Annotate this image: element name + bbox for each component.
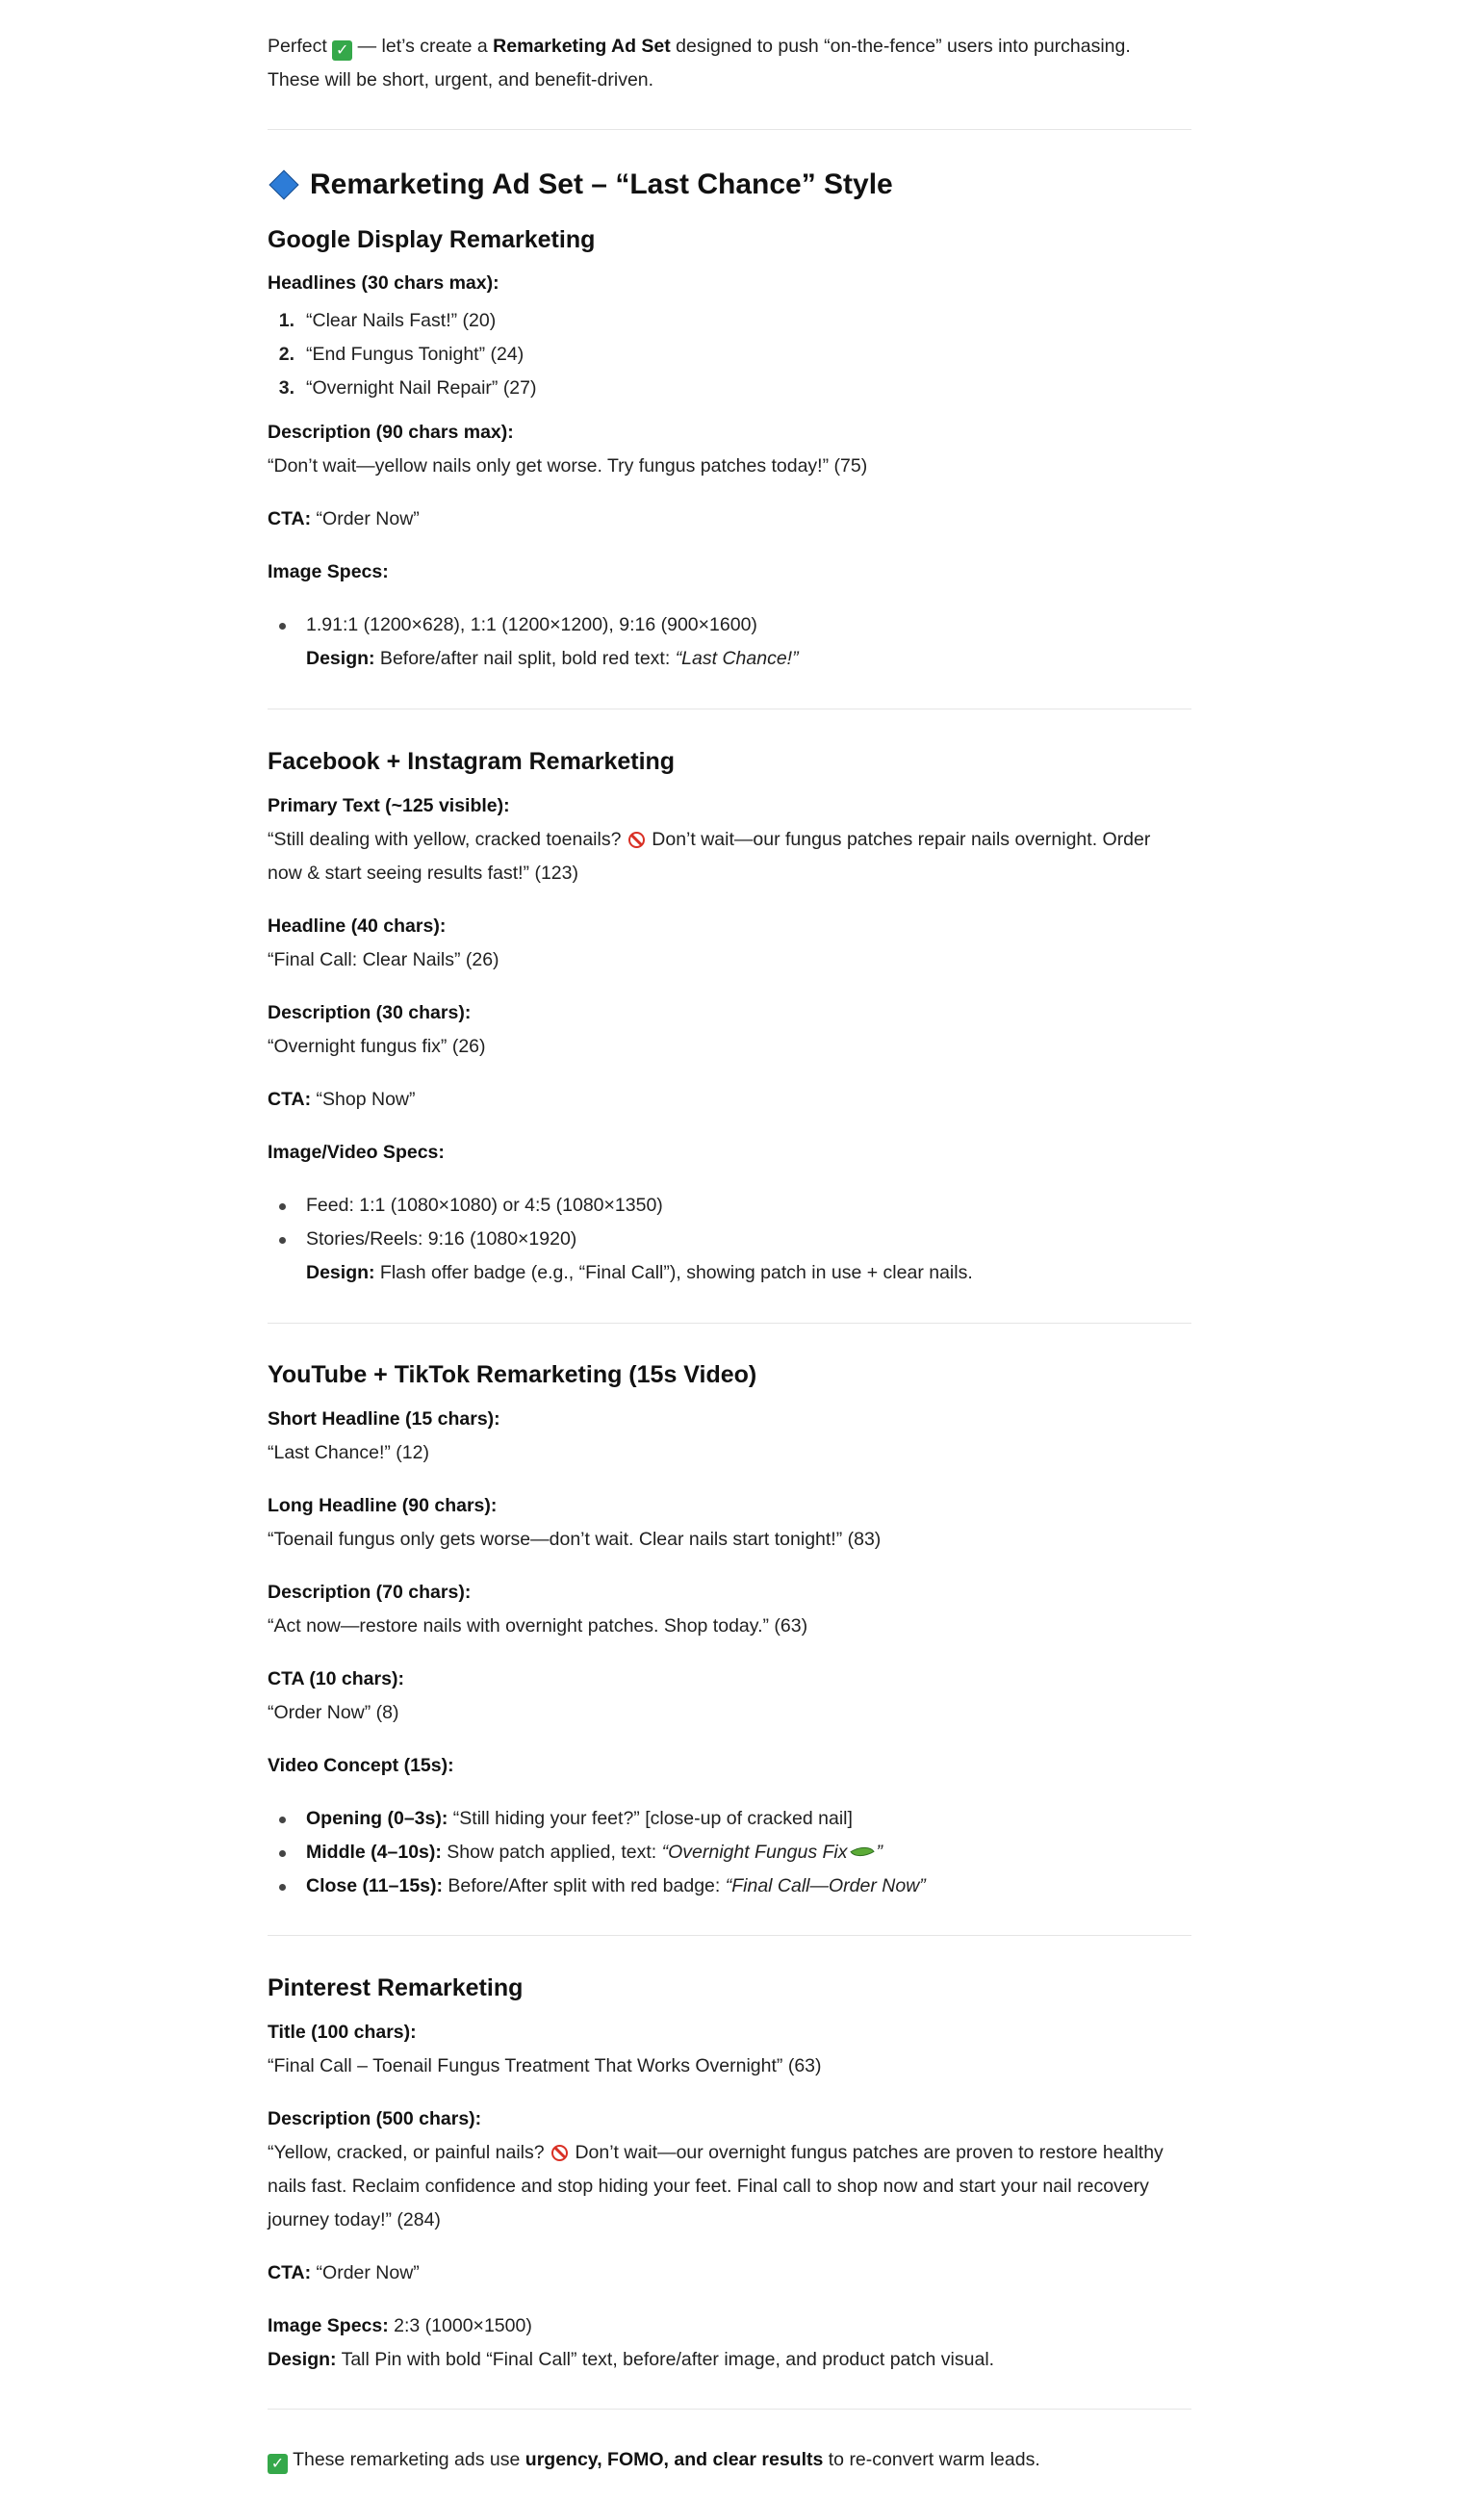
label: Middle (4–10s): — [306, 1842, 442, 1863]
intro-rest: designed to push “on-the-fence” users into purchasing. — [670, 36, 1131, 57]
label: Title (100 chars): — [268, 2022, 417, 2043]
list-text — [306, 1869, 926, 1903]
label: Description (70 chars): — [268, 1582, 472, 1603]
facebook-cta — [268, 1083, 1191, 1117]
list-item — [268, 338, 1191, 372]
intro-bold: Remarketing Ad Set — [493, 36, 671, 57]
value: Tall Pin with bold “Final Call” text, before/after image, and product patch visual. — [336, 2349, 995, 2370]
text: Don’t wait—our overnight fungus patches are proven to restore healthy — [570, 2142, 1164, 2163]
pinterest-cta — [268, 2256, 1191, 2290]
label: Video Concept (15s): — [268, 1755, 454, 1776]
pinterest-description-line-3: journey today!” (284) — [268, 2209, 441, 2230]
intro-lead: Perfect — [268, 36, 327, 57]
label: CTA: — [268, 508, 312, 529]
check-mark-icon: ✓ — [268, 2454, 288, 2474]
label: Description (30 chars): — [268, 1002, 472, 1023]
label: Design: — [306, 648, 375, 669]
label: CTA: — [268, 1089, 312, 1110]
list-text: “Clear Nails Fast!” (20) — [306, 310, 497, 331]
label: Image Specs: — [268, 2315, 389, 2336]
facebook-headline: “Final Call: Clear Nails” (26) — [268, 949, 499, 970]
text: “Yellow, cracked, or painful nails? — [268, 2142, 545, 2163]
google-image-list — [268, 608, 1191, 642]
list-item — [268, 304, 1191, 338]
value: Flash offer badge (e.g., “Final Call”), showing patch in use + clear nails. — [374, 1262, 973, 1283]
bullet — [268, 1189, 306, 1223]
label: Image Specs: — [268, 561, 389, 582]
title-text: Remarketing Ad Set – “Last Chance” Style — [310, 168, 893, 200]
google-headlines-list — [268, 304, 1191, 405]
value-italic: “Last Chance!” — [675, 648, 799, 669]
leaf-icon — [850, 1841, 875, 1862]
list-text: “Overnight Nail Repair” (27) — [306, 377, 537, 399]
value-italic: ” — [876, 1842, 883, 1863]
youtube-heading: YouTube + TikTok Remarketing (15s Video) — [268, 1361, 757, 1388]
bullet — [268, 1223, 306, 1256]
label: Design: — [306, 1262, 375, 1283]
pinterest-design — [268, 2343, 1191, 2377]
divider — [268, 1935, 1191, 1936]
pinterest-title-label — [268, 2016, 1191, 2050]
label: Description (500 chars): — [268, 2108, 482, 2129]
label: CTA: — [268, 2262, 312, 2283]
intro-line-2: These will be short, urgent, and benefit-driven. — [268, 69, 654, 90]
value-italic: “Final Call—Order Now” — [725, 1875, 926, 1896]
value: “Order Now” — [311, 2262, 420, 2283]
value: “Order Now” — [311, 508, 420, 529]
pinterest-image — [268, 2309, 1191, 2343]
google-headlines-label — [268, 267, 1191, 300]
facebook-specs-label — [268, 1136, 1191, 1170]
blue-diamond-icon — [269, 169, 298, 199]
facebook-design — [268, 1256, 1230, 1290]
youtube-description-label — [268, 1576, 1191, 1610]
list-number: 1. — [278, 310, 294, 331]
list-text: “End Fungus Tonight” (24) — [306, 344, 525, 365]
value: “Still hiding your feet?” [close-up of cracked nail] — [448, 1808, 853, 1829]
list-item — [268, 1802, 1191, 1836]
list-item — [268, 1869, 1191, 1903]
bullet — [268, 1802, 306, 1836]
label: Design: — [268, 2349, 337, 2370]
google-description-label — [268, 416, 1191, 450]
list-item — [268, 608, 1191, 642]
list-item — [268, 1223, 1191, 1256]
label: Headlines (30 chars max): — [268, 272, 499, 294]
label: Short Headline (15 chars): — [268, 1408, 500, 1430]
text: to re-convert warm leads. — [823, 2449, 1040, 2470]
label: Long Headline (90 chars): — [268, 1495, 498, 1516]
list-item — [268, 372, 1191, 405]
footer-note — [268, 2443, 1191, 2477]
value: “Shop Now” — [311, 1089, 416, 1110]
youtube-short-label — [268, 1403, 1191, 1436]
list-text — [306, 1802, 853, 1836]
text-bold: urgency, FOMO, and clear results — [525, 2449, 824, 2470]
pinterest-heading: Pinterest Remarketing — [268, 1974, 524, 2001]
page-title — [268, 166, 1191, 204]
google-image-label — [268, 555, 1191, 589]
facebook-heading: Facebook + Instagram Remarketing — [268, 748, 676, 775]
facebook-description: “Overnight fungus fix” (26) — [268, 1036, 486, 1057]
list-text: Feed: 1:1 (1080×1080) or 4:5 (1080×1350) — [306, 1195, 663, 1216]
label: Headline (40 chars): — [268, 915, 447, 937]
value-italic: “Overnight Fungus Fix — [661, 1842, 848, 1863]
facebook-description-label — [268, 996, 1191, 1030]
google-description: “Don’t wait—yellow nails only get worse. Try fungus patches today!” (75) — [268, 455, 868, 477]
youtube-concept-list — [268, 1802, 1191, 1903]
label: Image/Video Specs: — [268, 1142, 445, 1163]
list-text — [306, 1836, 883, 1869]
youtube-short: “Last Chance!” (12) — [268, 1442, 429, 1463]
list-text: 1.91:1 (1200×628), 1:1 (1200×1200), 9:16 (900×1600) — [306, 614, 757, 635]
list-item — [268, 1189, 1191, 1223]
list-number: 2. — [278, 344, 294, 365]
youtube-long: “Toenail fungus only gets worse—don’t wait. Clear nails start tonight!” (83) — [268, 1529, 882, 1550]
divider — [268, 2409, 1191, 2410]
value: Before/after nail split, bold red text: — [374, 648, 676, 669]
label: Opening (0–3s): — [306, 1808, 448, 1829]
label: Close (11–15s): — [306, 1875, 443, 1896]
no-entry-icon — [551, 2145, 568, 2161]
google-design — [268, 642, 1230, 676]
facebook-headline-label — [268, 910, 1191, 943]
facebook-primary-line-2: now & start seeing results fast!” (123) — [268, 863, 578, 884]
value: Show patch applied, text: — [441, 1842, 662, 1863]
bullet — [268, 608, 306, 642]
facebook-primary-line-1 — [268, 823, 1191, 857]
value: 2:3 (1000×1500) — [388, 2315, 532, 2336]
pinterest-description-line-2: nails fast. Reclaim confidence and stop hiding your feet. Final call to shop now and start your nail recovery — [268, 2176, 1149, 2197]
list-number: 3. — [278, 377, 294, 399]
pinterest-title: “Final Call – Toenail Fungus Treatment That Works Overnight” (63) — [268, 2055, 822, 2076]
no-entry-icon — [628, 832, 645, 848]
bullet — [268, 1836, 306, 1869]
google-heading: Google Display Remarketing — [268, 226, 596, 253]
facebook-specs-list — [268, 1189, 1191, 1256]
label: Primary Text (~125 visible): — [268, 795, 510, 816]
divider — [268, 129, 1191, 130]
bullet — [268, 1869, 306, 1903]
list-item — [268, 1836, 1191, 1869]
label: Description (90 chars max): — [268, 422, 514, 443]
youtube-cta-label — [268, 1663, 1191, 1696]
label: CTA (10 chars): — [268, 1668, 404, 1689]
youtube-cta: “Order Now” (8) — [268, 1702, 399, 1723]
pinterest-description-label — [268, 2102, 1191, 2136]
youtube-long-label — [268, 1489, 1191, 1523]
text: These remarketing ads use — [288, 2449, 525, 2470]
intro-line-1 — [268, 30, 1191, 64]
pinterest-description-line-1 — [268, 2136, 1191, 2170]
google-cta — [268, 503, 1191, 536]
youtube-description: “Act now—restore nails with overnight patches. Shop today.” (63) — [268, 1615, 808, 1637]
text: “Still dealing with yellow, cracked toenails? — [268, 829, 622, 850]
check-mark-icon: ✓ — [332, 40, 352, 61]
divider — [268, 1323, 1191, 1324]
text: Don’t wait—our fungus patches repair nails overnight. Order — [646, 829, 1151, 850]
value: Before/After split with red badge: — [443, 1875, 726, 1896]
intro-text: — let’s create a — [352, 36, 494, 57]
list-text: Stories/Reels: 9:16 (1080×1920) — [306, 1228, 577, 1250]
facebook-primary-label — [268, 789, 1191, 823]
youtube-concept-label — [268, 1749, 1191, 1783]
